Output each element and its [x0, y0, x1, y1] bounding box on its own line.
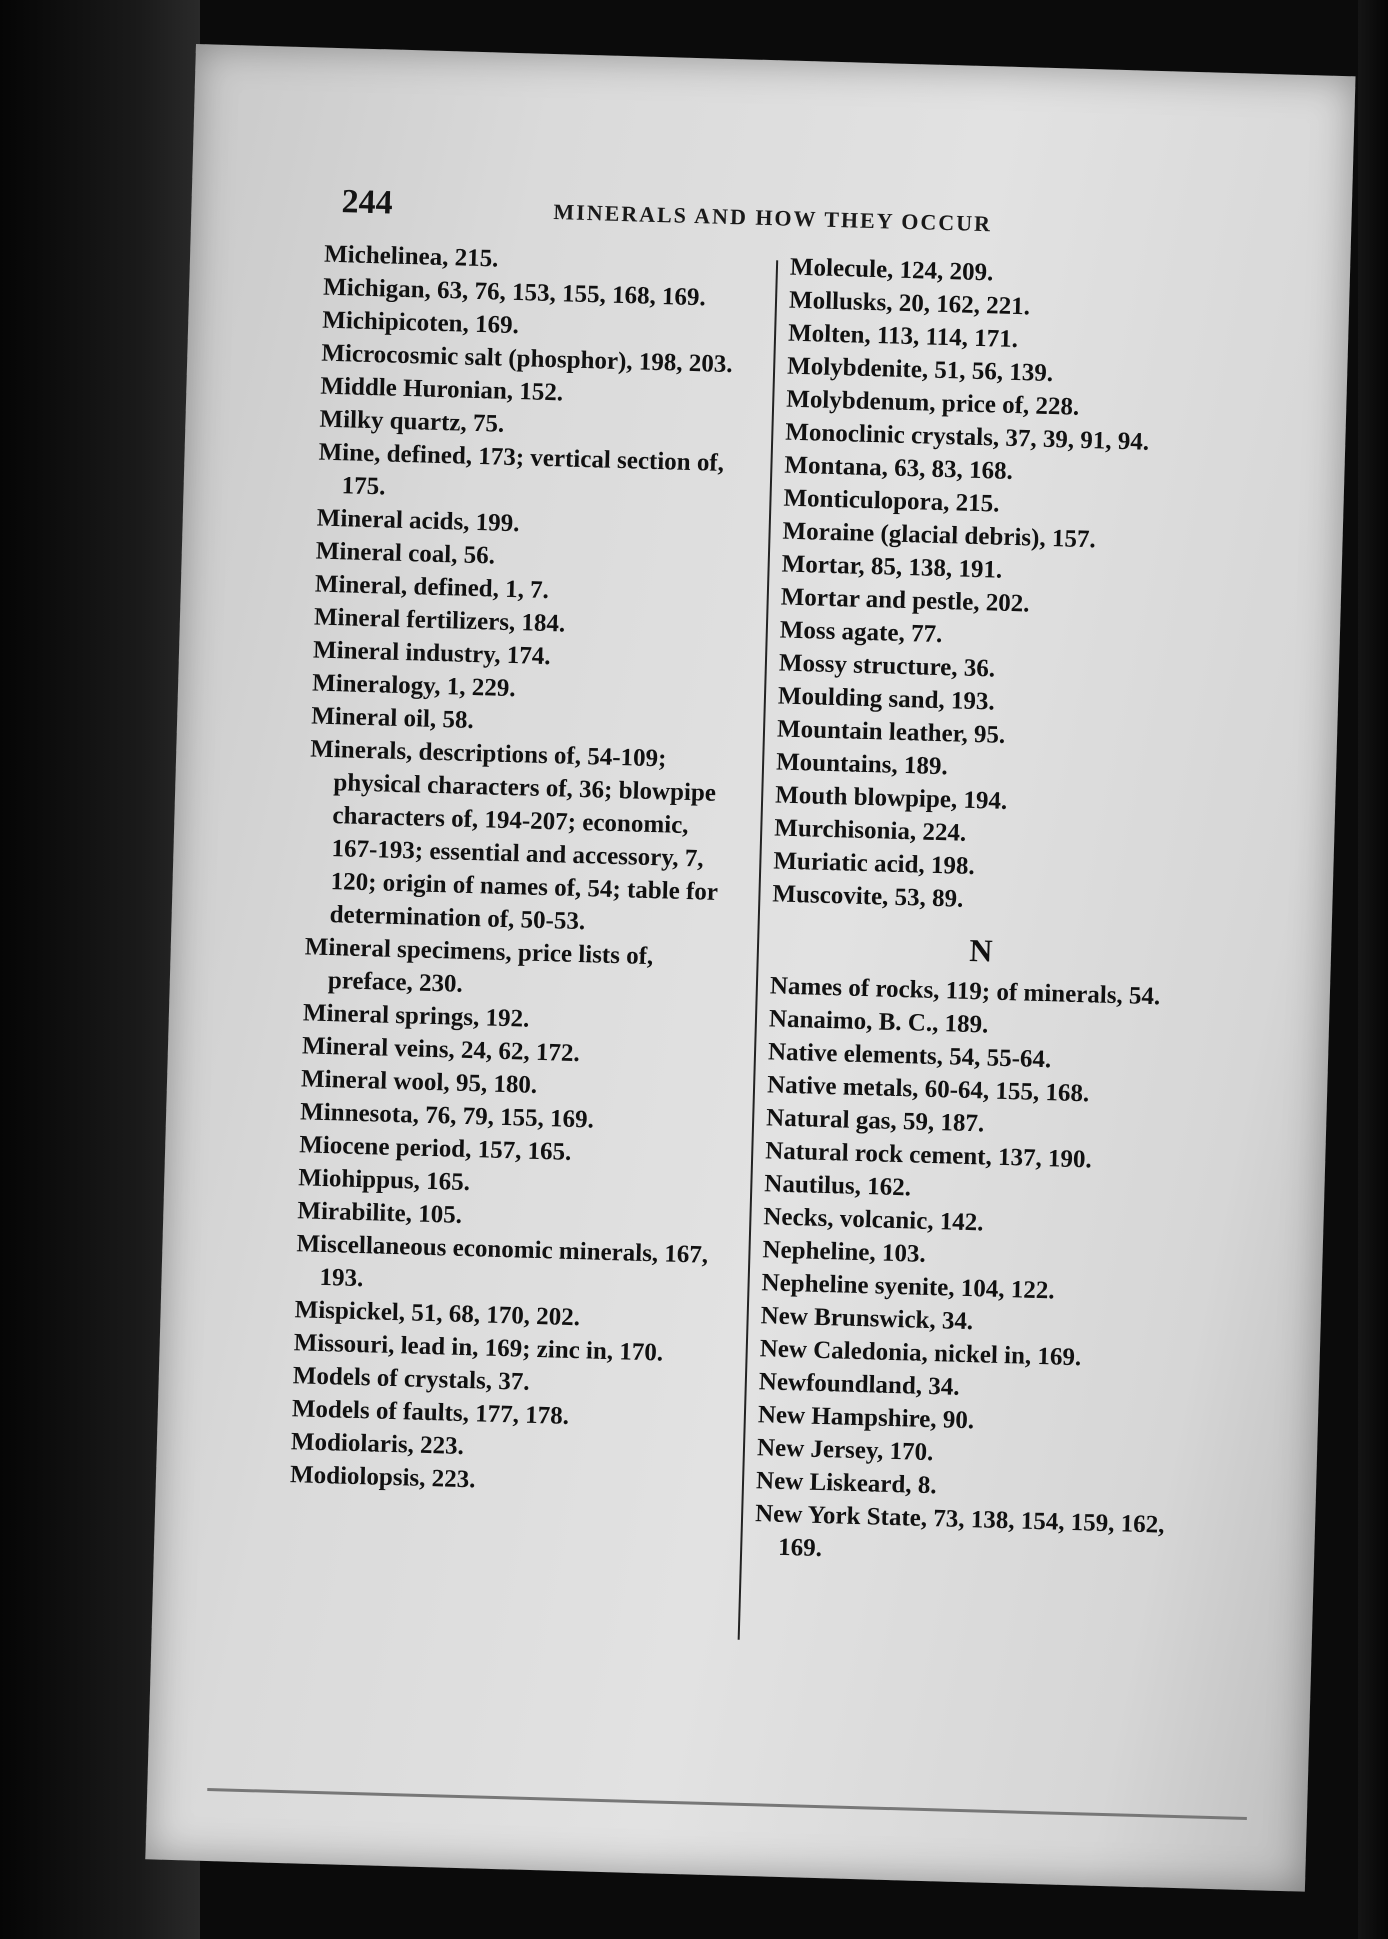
index-entry: Mineral oil, 58. [310, 702, 475, 735]
index-entry: Models of crystals, 37. [292, 1362, 530, 1396]
index-column-left [290, 238, 745, 1503]
index-entry: Mineral acids, 199. [316, 504, 520, 538]
book-page [145, 44, 1355, 1892]
index-entry: Missouri, lead in, 169; zinc in, 170. [293, 1329, 664, 1367]
index-entry: Native elements, 54, 55-64. [767, 1038, 1052, 1074]
index-entry: Models of faults, 177, 178. [291, 1395, 570, 1430]
page-bottom-edge [207, 1788, 1247, 1820]
index-entry: Mortar and pestle, 202. [780, 583, 1030, 618]
index-entry: Miohippus, 165. [298, 1164, 471, 1197]
index-entry: Mouth blowpipe, 194. [774, 781, 1008, 815]
index-entry: Miscellaneous economic minerals, 167, 193. [296, 1230, 709, 1293]
index-entry: New Jersey, 170. [756, 1434, 934, 1467]
index-entry: Muriatic acid, 198. [773, 847, 976, 881]
index-entry: Nautilus, 162. [764, 1170, 912, 1202]
index-entry: Mountains, 189. [775, 748, 949, 781]
index-entry: Monoclinic crystals, 37, 39, 91, 94. [785, 418, 1150, 456]
index-entry: Mollusks, 20, 162, 221. [788, 286, 1031, 321]
index-entry: Muscovite, 53, 89. [772, 880, 964, 913]
index-entry: Michelinea, 215. [323, 240, 499, 273]
index-entry: Nanaimo, B. C., 189. [768, 1005, 989, 1039]
index-entry: Newfoundland, 34. [758, 1368, 960, 1401]
index-entry: Mine, defined, 173; vertical section of, 175. [318, 438, 725, 501]
index-entry: Middle Huronian, 152. [320, 372, 564, 407]
index-entry: Modiolopsis, 223. [289, 1461, 476, 1494]
index-entry: Moulding sand, 193. [777, 682, 996, 716]
index-group-n [754, 969, 1190, 1574]
index-entry: New York State, 73, 138, 154, 159, 162, 169. [754, 1500, 1165, 1563]
index-entry: Names of rocks, 119; of minerals, 54. [769, 972, 1161, 1011]
index-entry: Natural rock cement, 137, 190. [764, 1137, 1093, 1174]
index-entry: Molybdenum, price of, 228. [785, 385, 1080, 421]
index-entry: New Liskeard, 8. [755, 1467, 937, 1500]
index-entry: Molybdenite, 51, 56, 139. [786, 352, 1054, 388]
index-entry: Mineral industry, 174. [312, 636, 551, 671]
index-entry: New Hampshire, 90. [757, 1401, 975, 1435]
index-entry: Minerals, descriptions of, 54-109; physical characters of, 36; blowpipe characters of, 194-207; economic, 167-193; essential and accessory, 7, 120; origin of names of, 54; table for determination of, 50-53. [309, 735, 718, 936]
index-entry: Mirabilite, 105. [297, 1197, 463, 1229]
index-entry: Natural gas, 59, 187. [765, 1104, 985, 1138]
index-entry: Minnesota, 76, 79, 155, 169. [299, 1098, 595, 1134]
index-entry: New Brunswick, 34. [760, 1302, 974, 1336]
running-title: MINERALS AND HOW THEY OCCUR [553, 199, 993, 237]
index-entry: Moss agate, 77. [779, 616, 943, 649]
index-entry: Mineral, defined, 1, 7. [314, 570, 550, 605]
scan-background-right [1358, 0, 1388, 1939]
index-entry: Milky quartz, 75. [319, 405, 505, 438]
index-column-right [754, 251, 1210, 1575]
index-entry: Mineral wool, 95, 180. [300, 1065, 538, 1099]
index-entry: Native metals, 60-64, 155, 168. [766, 1071, 1090, 1108]
index-entry: Mossy structure, 36. [778, 649, 996, 683]
index-entry: Montana, 63, 83, 168. [784, 451, 1014, 485]
index-entry: Michipicoten, 169. [321, 306, 520, 340]
index-entry: Necks, volcanic, 142. [763, 1203, 984, 1237]
index-entry: Mineral coal, 56. [315, 537, 496, 570]
index-entry: Mountain leather, 95. [776, 715, 1006, 749]
index-entry: Murchisonia, 224. [773, 814, 967, 847]
index-entry: Nepheline, 103. [762, 1236, 927, 1268]
index-entry: New Caledonia, nickel in, 169. [759, 1335, 1082, 1372]
index-entry: Moraine (glacial debris), 157. [782, 517, 1097, 554]
running-head [341, 183, 1202, 247]
index-entry: Miocene period, 157, 165. [298, 1131, 572, 1166]
index-entry: Mineral springs, 192. [302, 999, 530, 1033]
index-entry: Nepheline syenite, 104, 122. [761, 1269, 1055, 1305]
section-letter: N [968, 931, 994, 969]
index-entry: Modiolaris, 223. [290, 1428, 465, 1461]
index-entry: Mineral specimens, price lists of, preface, 230. [304, 933, 654, 998]
index-entry: Molten, 113, 114, 171. [787, 319, 1019, 354]
index-entry: Microcosmic salt (phosphor), 198, 203. [321, 339, 733, 379]
index-entry: Mortar, 85, 138, 191. [781, 550, 1003, 584]
index-entry: Mineral fertilizers, 184. [313, 603, 566, 638]
page-number: 244 [341, 183, 394, 222]
index-entry: Monticulopora, 215. [783, 484, 1000, 518]
index-group-m [772, 251, 1210, 922]
index-entry: Mineralogy, 1, 229. [311, 669, 516, 703]
index-entry: Mineral veins, 24, 62, 172. [301, 1032, 581, 1068]
index-entry: Mispickel, 51, 68, 170, 202. [294, 1296, 581, 1332]
index-entry: Michigan, 63, 76, 153, 155, 168, 169. [322, 273, 707, 312]
index-entry: Molecule, 124, 209. [789, 253, 994, 287]
